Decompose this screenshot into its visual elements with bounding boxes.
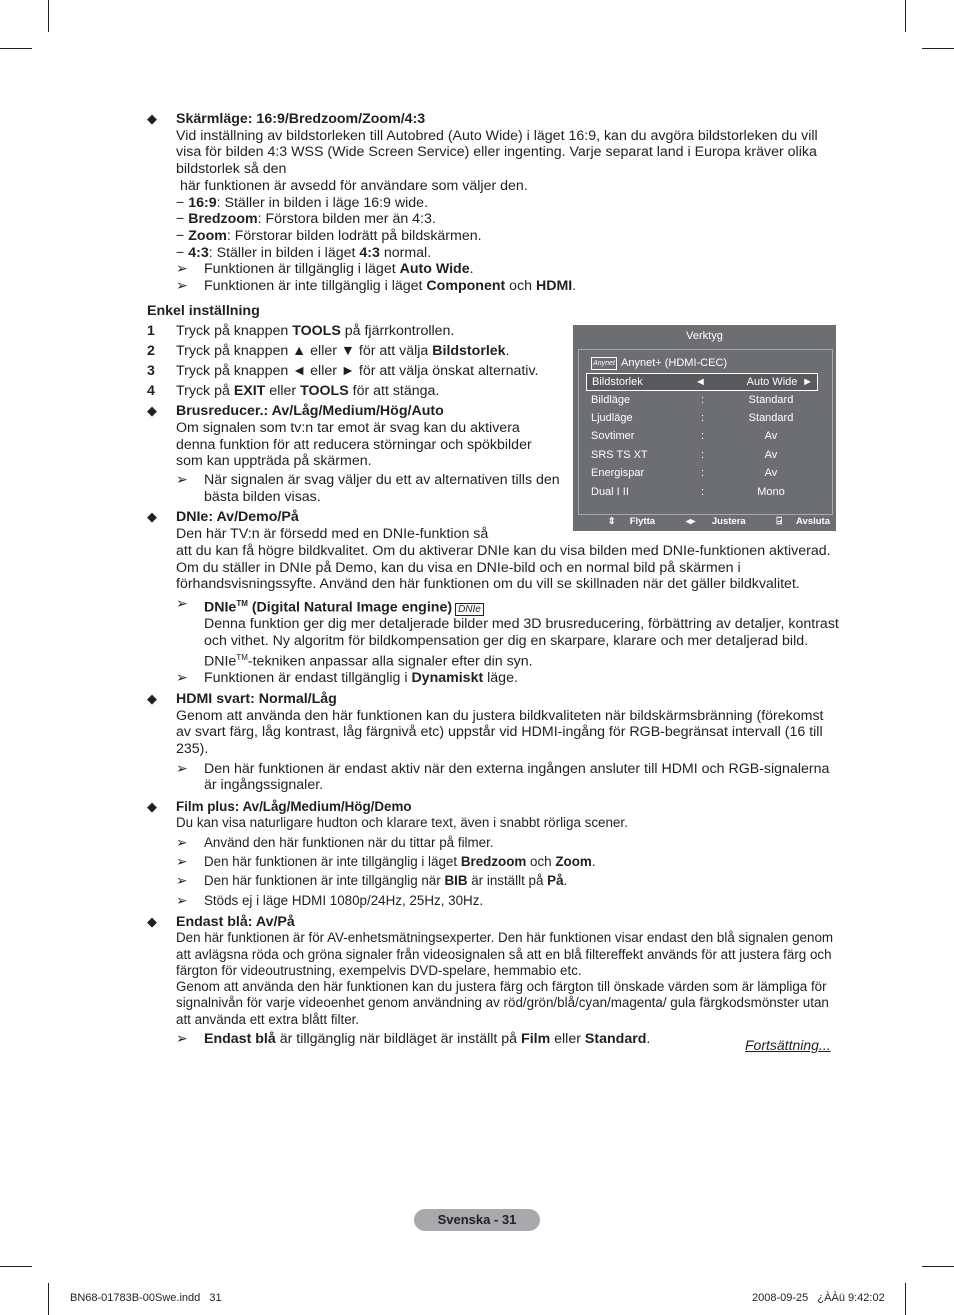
section-body: att du kan få högre bildkvalitet. Om du aktiverar DNIe kan du visa bilden med DNIe-funktionen aktiverad. Om du ställer in DNIe på Demo, kan du visa en DNIe-bild och en normal bild på skärmen i förhandsvisningssyfte. Använd den här funktionen om du vill se skillnaden när det gäller bildkvalitet.: [176, 542, 831, 593]
crop-mark: [0, 48, 32, 49]
section-hdmi-black: [147, 691, 839, 794]
note-arrow-icon: ➢: [176, 892, 188, 908]
crop-mark: [905, 0, 906, 32]
diamond-bullet-icon: ◆: [147, 799, 157, 815]
menu-footer: [580, 516, 830, 527]
section-body: här funktionen är avsedd för användare som väljer den.: [179, 177, 528, 194]
section-body: Om signalen som tv:n tar emot är svag kan du aktivera denna funktion för att reducera störningar och spökbilder som kan uppträda på skärmen.: [176, 419, 532, 470]
note: ➢ Den här funktionen är inte tillgänglig när BIB är inställt på På.: [176, 873, 568, 889]
tools-menu-screenshot: [573, 325, 836, 531]
page-content: [147, 108, 839, 1047]
note-arrow-icon: ➢: [176, 834, 188, 850]
exit-hint: ⍈ Avsluta: [776, 516, 830, 527]
section-heading: Brusreducer.: Av/Låg/Medium/Hög/Auto: [176, 403, 444, 420]
section-blue-only: [147, 914, 839, 1047]
left-right-arrows-icon: ◂▸: [685, 516, 698, 527]
section-heading: DNIe: Av/Demo/På: [176, 509, 299, 526]
menu-item-energispar[interactable]: Energispar : Av: [591, 467, 778, 479]
anynet-logo: Anynet: [591, 357, 617, 370]
diamond-bullet-icon: ◆: [147, 111, 157, 126]
menu-item-ljudlage[interactable]: Ljudläge : Standard: [591, 412, 794, 424]
up-down-arrows-icon: ⇕: [607, 516, 616, 527]
section-body: Den här TV:n är försedd med en DNIe-funktion så: [176, 526, 489, 543]
section-film-plus: [147, 799, 839, 909]
section-body: Den här funktionen är för AV-enhetsmätningsexperter. Den här funktionen visar endast den blå signalen genom att avlägsna röda och gröna signaler från videosignalen så att en blå filtereffekt används för att justera färg och färgton för videoutrustning, exempelvis DVD-spelare, hemmabio etc.: [176, 930, 834, 978]
note-arrow-icon: ➢: [176, 595, 188, 612]
page-number-badge: Svenska - 31: [414, 1209, 540, 1231]
section-heading: HDMI svart: Normal/Låg: [176, 690, 337, 707]
note: ➢ Den här funktionen är inte tillgänglig i läget Bredzoom och Zoom.: [176, 854, 596, 870]
section-body: Genom att använda den här funktionen kan du justera bildkvaliteten när bildskärmsbränning (förekomst av svart färg, låg kontrast, låg färgnivå etc) uppstår vid HDMI-ingång för RGB-begränsat intervall (16 till 235).: [176, 707, 824, 758]
menu-title: Verktyg: [686, 330, 723, 342]
note: ➢ Använd den här funktionen när du tittar på filmer.: [176, 834, 494, 850]
diamond-bullet-icon: ◆: [147, 913, 157, 929]
move-hint: ⇕ Flytta: [607, 516, 656, 527]
step-item: 1 Tryck på knappen TOOLS på fjärrkontrollen.: [147, 323, 455, 340]
section-screen-mode: [147, 111, 839, 295]
section-body: Vid inställning av bildstorleken till Autobred (Auto Wide) i läget 16:9, kan du avgöra bildstorleken du vill visa för bilden 4:3 WSS (Wide Screen Service) eller ingenting. Varje separat land i Europa kräver olika bildstorlek så den: [176, 127, 818, 178]
menu-item-sovtimer[interactable]: Sovtimer : Av: [591, 430, 778, 442]
arrow-right-icon[interactable]: ►: [802, 376, 813, 388]
exit-icon: ⍈: [776, 516, 783, 527]
crop-mark: [48, 1283, 49, 1315]
section-dnie: [147, 509, 839, 687]
note: ➢ Den här funktionen är endast aktiv när den externa ingången ansluter till HDMI och RGB-signalerna är ingångssignaler.: [176, 760, 830, 794]
note: ➢ DNIe™ (Digital Natural Image engine) DNIe Denna funktion ger dig mer detaljerade bilder med 3D brusreducering, förbättring av detaljer, kontrast och vithet. Ny algoritm för bildkompensation ger dig en skarpare, klarare och mer detaljerad bild. DNIe™-tekniken anpassar alla signaler efter din syn.: [176, 595, 839, 670]
menu-item-bildstorlek[interactable]: Bildstorlek ◄ Auto Wide ►: [586, 373, 818, 391]
menu-item-srs[interactable]: SRS TS XT : Av: [591, 449, 778, 461]
section-heading: Film plus: Av/Låg/Medium/Hög/Demo: [176, 799, 412, 815]
note: ➢ Endast blå är tillgänglig när bildläget är inställt på Film eller Standard.: [176, 1031, 651, 1048]
section-body: Genom att använda den här funktionen kan du justera färg och färgton till önskade värden som är lämpliga för signalnivån för varje videoenhet genom användning av röd/grön/blå/cyan/magenta/ gula färgkodsmönster utan att använda ett extra blått filter.: [176, 979, 829, 1027]
note-arrow-icon: ➢: [176, 670, 188, 687]
note-arrow-icon: ➢: [176, 873, 188, 889]
note-arrow-icon: ➢: [176, 1031, 188, 1048]
diamond-bullet-icon: ◆: [147, 403, 157, 419]
menu-item-bildlage[interactable]: Bildläge : Standard: [591, 394, 794, 406]
arrow-left-icon[interactable]: ◄: [695, 376, 706, 388]
continued-text: Fortsättning...: [745, 1037, 831, 1053]
section-heading: Endast blå: Av/På: [176, 913, 295, 930]
crop-mark: [922, 48, 954, 49]
option-item: − Zoom: Förstorar bilden lodrätt på bildskärmen.: [176, 227, 482, 244]
option-item: − Bredzoom: Förstora bilden mer än 4:3.: [176, 211, 436, 228]
note-arrow-icon: ➢: [176, 261, 188, 278]
section-heading: Skärmläge: 16:9/Bredzoom/Zoom/4:3: [176, 111, 426, 127]
print-footer-file: BN68-01783B-00Swe.indd 31: [70, 1292, 222, 1304]
print-footer-date: 2008-09-25 ¿ÀÀü 9:42:02: [752, 1292, 885, 1304]
crop-mark: [48, 0, 49, 32]
adjust-hint: ◂▸ Justera: [685, 516, 746, 527]
crop-mark: [0, 1266, 32, 1267]
note-arrow-icon: ➢: [176, 278, 188, 295]
diamond-bullet-icon: ◆: [147, 690, 157, 706]
note-arrow-icon: ➢: [176, 472, 188, 489]
note: ➢ Funktionen är endast tillgänglig i Dynamiskt läge.: [176, 670, 518, 687]
note-arrow-icon: ➢: [176, 760, 188, 777]
note: ➢ När signalen är svag väljer du ett av alternativen tills den bästa bilden visas.: [176, 472, 560, 505]
diamond-bullet-icon: ◆: [147, 509, 157, 525]
note-arrow-icon: ➢: [176, 854, 188, 870]
crop-mark: [905, 1283, 906, 1315]
step-item: 2 Tryck på knappen ▲ eller ▼ för att välja Bildstorlek.: [147, 343, 510, 360]
step-item: 3 Tryck på knappen ◄ eller ► för att välja önskat alternativ.: [147, 362, 539, 379]
section-heading: Enkel inställning: [147, 302, 260, 319]
section-body: Du kan visa naturligare hudton och klarare text, även i snabbt rörliga scener.: [176, 815, 628, 831]
option-item: − 4:3: Ställer in bilden i läget 4:3 normal.: [176, 244, 432, 261]
crop-mark: [922, 1266, 954, 1267]
menu-item-dual[interactable]: Dual I II : Mono: [591, 486, 785, 498]
option-item: − 16:9: Ställer in bilden i läge 16:9 wide.: [176, 194, 429, 211]
menu-item-anynet[interactable]: Anynet Anynet+ (HDMI-CEC): [586, 355, 816, 371]
note: ➢ Funktionen är tillgänglig i läget Auto Wide.: [176, 261, 474, 278]
note: ➢ Funktionen är inte tillgänglig i läget Component och HDMI.: [176, 278, 577, 295]
dnie-logo: DNIe: [455, 603, 484, 616]
step-item: 4 Tryck på EXIT eller TOOLS för att stänga.: [147, 382, 440, 399]
note: ➢ Stöds ej i läge HDMI 1080p/24Hz, 25Hz, 30Hz.: [176, 892, 484, 908]
